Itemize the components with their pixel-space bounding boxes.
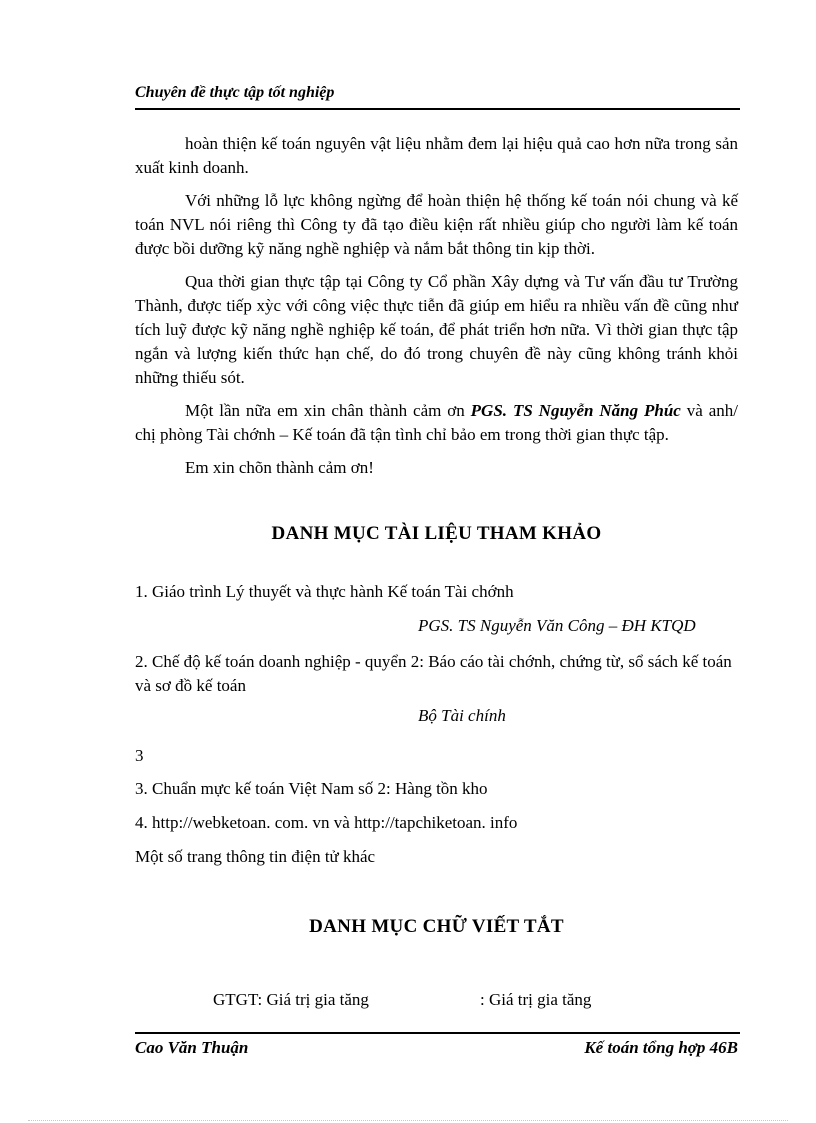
paragraph-2: Với những lỗ lực không ngừng để hoàn thiện hệ thống kế toán nói chung và kế toán NVL nói riêng thì Công ty đã tạo điều kiện rất nhiều giúp cho người làm kế toán được bồi dưỡng kỹ năng nghề nghiệp và nắm bắt thông tin kịp thời. — [135, 191, 738, 258]
abbreviation-term: GTGT: Giá trị gia tăng — [213, 990, 369, 1009]
abbreviation-definition: : Giá trị gia tăng — [480, 990, 592, 1009]
paragraph-5: Em xin chõn thành cảm ơn! — [185, 458, 374, 477]
body-text — [135, 132, 738, 480]
footer-divider — [135, 1032, 740, 1034]
references-heading: DANH MỤC TÀI LIỆU THAM KHẢO — [271, 523, 602, 544]
stray-number: 3 — [135, 746, 144, 765]
paragraph-4-text: Một lần nữa em xin chân thành cảm ơn — [185, 401, 471, 420]
advisor-name: PGS. TS Nguyễn Năng Phúc — [470, 401, 681, 420]
reference-item-3: 3. Chuẩn mực kế toán Việt Nam số 2: Hàng tồn kho — [135, 779, 488, 798]
abbreviations-heading: DANH MỤC CHỮ VIẾT TẮT — [309, 916, 564, 937]
page-bottom-dotted-border — [28, 1120, 788, 1121]
footer-author: Cao Văn Thuận — [135, 1038, 249, 1057]
reference-item-2-source: Bộ Tài chính — [418, 706, 506, 725]
paragraph-3: Qua thời gian thực tập tại Công ty Cổ phần Xây dựng và Tư vấn đầu tư Trường Thành, được tiếp xỳc với công việc thực tiễn đã giúp em hiểu ra nhiều vấn đề cũng như tích luỹ được kỹ năng nghề nghiệp kế toán, để phát triển hơn nữa. Vì thời gian thực tập ngắn và lượng kiến thức hạn chế, do đó trong chuyên đề này cũng không tránh khỏi những thiếu sót. — [135, 272, 738, 387]
reference-item-1-source: PGS. TS Nguyễn Văn Công – ĐH KTQD — [418, 616, 696, 635]
reference-item-1: 1. Giáo trình Lý thuyết và thực hành Kế toán Tài chớnh — [135, 582, 514, 601]
page-header-title: Chuyên đề thực tập tốt nghiệp — [135, 84, 335, 101]
paragraph-1: hoàn thiện kế toán nguyên vật liệu nhằm đem lại hiệu quả cao hơn nữa trong sản xuất kinh doanh. — [135, 134, 738, 177]
header-divider — [135, 108, 740, 110]
reference-item-4: 4. http://webketoan. com. vn và http://tapchiketoan. info — [135, 813, 518, 832]
footer-class: Kế toán tổng hợp 46B — [584, 1038, 738, 1057]
reference-item-5: Một số trang thông tin điện tử khác — [135, 847, 376, 866]
reference-item-2: 2. Chế độ kế toán doanh nghiệp - quyển 2: Báo cáo tài chớnh, chứng từ, sổ sách kế toán và sơ đồ kế toán — [135, 652, 732, 695]
paragraph-4-text-end: và anh/ chị phòng Tài chớnh – Kế toán đã tận tình chỉ bảo em trong thời gian thực tập. — [135, 401, 738, 444]
paragraph-4 — [135, 399, 738, 447]
